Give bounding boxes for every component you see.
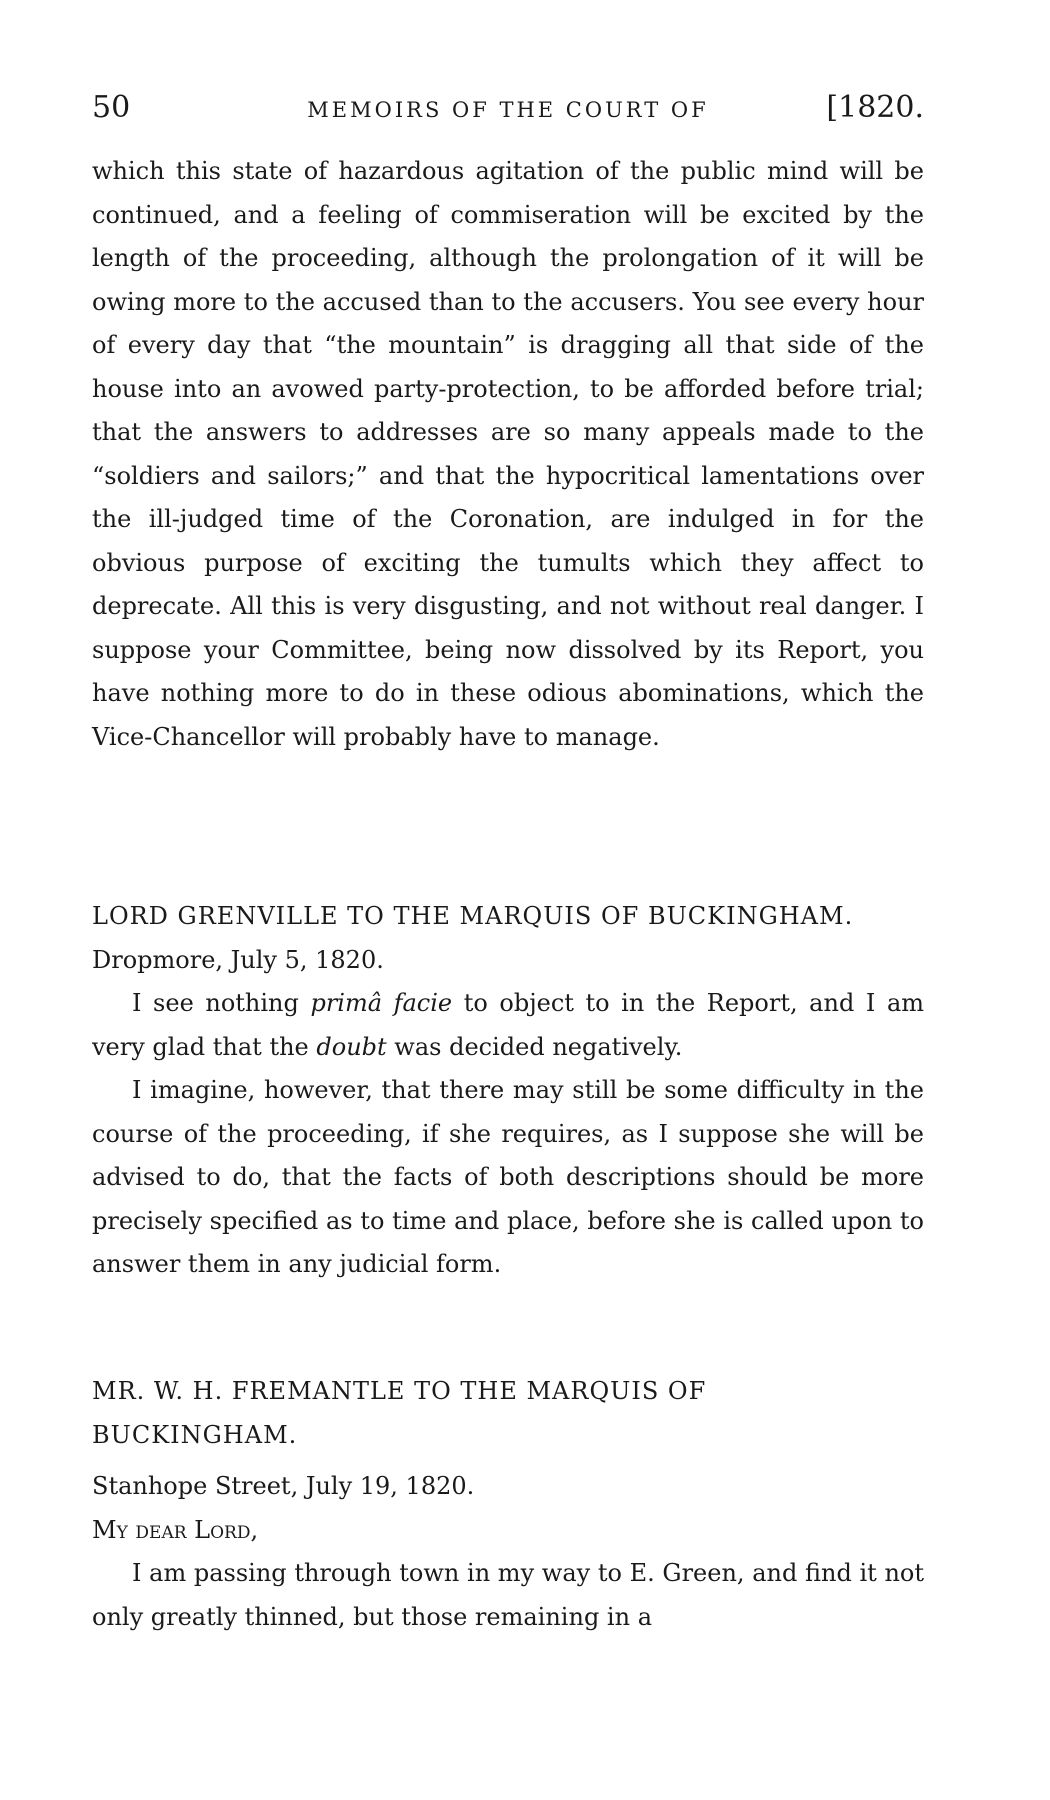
running-title: MEMOIRS OF THE COURT OF [307,98,709,122]
continuation-paragraph: which this state of hazardous agitation of the public mind will be continued, and a feeling of commiseration will be excited by the length of the proceeding, although the prolongation of it will be owing more to the accused than to the accusers. You see every hour of every day that “the mountain” is dragging all that side of the house into an avowed party-protection, to be afforded before trial; that the answers to addresses are so many appeals made to the “soldiers and sailors;” and that the hypocritical lamentations over the ill-judged time of the Coronation, are indulged in for the obvious purpose of exciting the tumults which they affect to deprecate. All this is very disgusting, and not without real danger. I suppose your Committee, being now dissolved by its Report, you have nothing more to do in these odious abominations, which the Vice-Chancellor will probably have to manage. [92,157,924,751]
running-head [92,88,924,128]
spacer [92,1457,924,1465]
running-year: [1820. [826,90,924,125]
letter-heading: LORD GRENVILLE TO THE MARQUIS OF BUCKINGHAM. [92,902,854,930]
letter-heading-line-1: MR. W. H. FREMANTLE TO THE MARQUIS OF [92,1377,707,1405]
italic-word: doubt [316,1032,387,1061]
text-run: to object to in the Report, and I am very glad that the [92,989,925,1061]
italic-phrase: primâ facie [310,989,453,1017]
letter-grenville [92,895,924,1287]
letter-fremantle [92,1370,924,1639]
text-run: was decided negatively. [386,1032,683,1061]
continued-letter [92,150,924,759]
letter-dateline: Dropmore, July 5, 1820. [92,945,384,974]
text-run: I see nothing [132,989,311,1017]
letter-paragraph-1 [92,982,924,1069]
letter-paragraph-1: I am passing through town in my way to E. Green, and find it not only greatly thinned, but those remaining in a [92,1559,924,1631]
letter-dateline: Stanhope Street, July 19, 1820. [92,1472,475,1500]
letter-paragraph-2: I imagine, however, that there may still be some difficulty in the course of the proceeding, if she requires, as I suppose she will be advised to do, that the facts of both descriptions should be more precisely specified as to time and place, before she is called upon to answer them in any judicial form. [92,1076,924,1278]
letter-heading-line-2: BUCKINGHAM. [92,1420,298,1449]
letter-salutation: My dear Lord, [92,1515,259,1544]
page-number: 50 [92,90,131,125]
